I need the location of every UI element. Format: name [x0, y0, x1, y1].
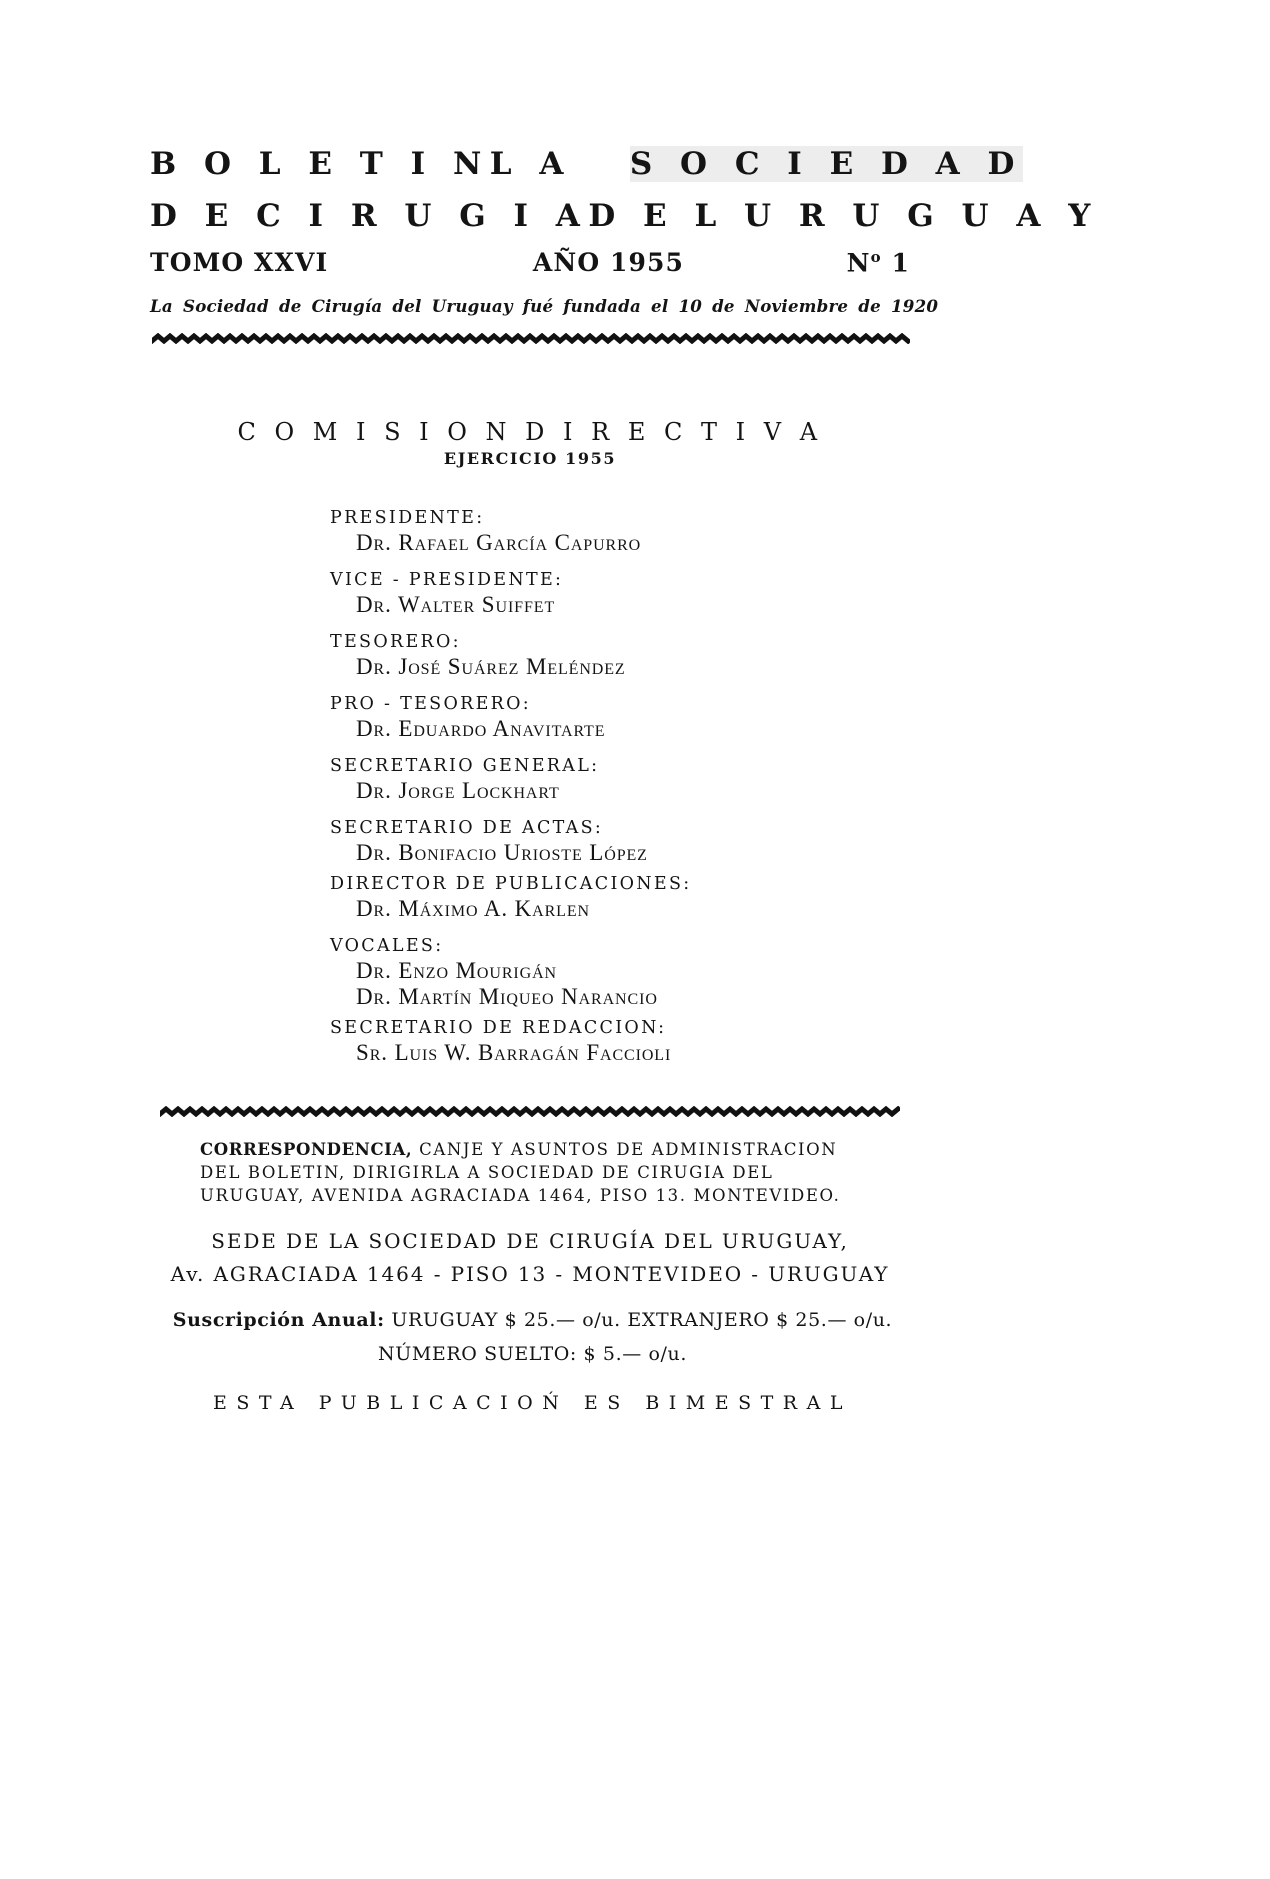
name-tesorero: Dr. José Suárez Meléndez [356, 654, 626, 679]
role-secretario-general: SECRETARIO GENERAL: [330, 756, 600, 776]
name-presidente: Dr. Rafael García Capurro [356, 530, 642, 555]
masthead-del-uruguay: D E L U R U G U A Y [588, 198, 1099, 234]
role-secretario-redaccion: SECRETARIO DE REDACCION: [330, 1018, 667, 1038]
sede-block [150, 1225, 910, 1291]
name-vocal-2: Dr. Martín Miqueo Narancio [356, 984, 658, 1009]
subscription-line-2: NÚMERO SUELTO: $ 5.— o/u. [378, 1343, 687, 1365]
issue-line [150, 248, 910, 277]
subscription-line-1-rest: URUGUAY $ 25.— o/u. EXTRANJERO $ 25.— o/u. [384, 1309, 893, 1331]
publication-frequency-note: ESTA PUBLICACIOŃ ES BIMESTRAL [213, 1392, 852, 1414]
masthead-sociedad: S O C I E D A D [629, 146, 1023, 182]
name-vocal-1: Dr. Enzo Mourigán [356, 958, 557, 983]
name-secretario-actas: Dr. Bonifacio Urioste López [356, 840, 648, 865]
role-vocales: VOCALES: [330, 936, 444, 956]
name-pro-tesorero: Dr. Eduardo Anavitarte [356, 716, 606, 741]
name-director-publicaciones: Dr. Máximo A. Karlen [356, 896, 590, 921]
role-tesorero: TESORERO: [330, 632, 461, 652]
correspondence-line-1-rest: CANJE Y ASUNTOS DE ADMINISTRACION [412, 1140, 838, 1159]
role-director-publicaciones: DIRECTOR DE PUBLICACIONES: [330, 874, 692, 894]
subscription-line-1 [150, 1303, 915, 1337]
correspondence-line-2: DEL BOLETIN, DIRIGIRLA A SOCIEDAD DE CIRUGIA DEL [200, 1163, 774, 1182]
secretario-redaccion-group [330, 1018, 950, 1066]
correspondence-line-3: URUGUAY, AVENIDA AGRACIADA 1464, PISO 13. MONTEVIDEO. [200, 1186, 841, 1205]
name-secretario-redaccion: Sr. Luis W. Barragán Faccioli [356, 1040, 672, 1065]
subscription-block [150, 1303, 915, 1371]
masthead-de-cirugia: D E C I R U G I A [150, 198, 589, 234]
issue-tomo: TOMO XXVI [150, 248, 329, 278]
role-secretario-actas: SECRETARIO DE ACTAS: [330, 818, 604, 838]
role-pro-tesorero: PRO - TESORERO: [330, 694, 531, 714]
name-secretario-general: Dr. Jorge Lockhart [356, 778, 560, 803]
decorative-rule-top [152, 333, 910, 344]
board-subtitle: EJERCICIO 1955 [443, 449, 617, 468]
issue-year: AÑO 1955 [532, 248, 685, 278]
correspondence-lead: CORRESPONDENCIA, [200, 1140, 413, 1159]
sede-line-1: SEDE DE LA SOCIEDAD DE CIRUGÍA DEL URUGUAY, [211, 1229, 849, 1253]
masthead-la-sociedad [490, 138, 1025, 190]
masthead-line-1 [150, 138, 1023, 190]
masthead [150, 138, 1099, 242]
role-presidente: PRESIDENTE: [330, 508, 485, 528]
issue-number [847, 248, 910, 277]
role-vice-presidente: VICE - PRESIDENTE: [330, 570, 564, 590]
correspondence-block [200, 1138, 880, 1207]
founded-note: La Sociedad de Cirugía del Uruguay fué fundada el 10 de Noviembre de 1920 [150, 297, 939, 316]
issue-number-prefix: N [846, 248, 871, 278]
correspondence-line-1 [200, 1138, 880, 1161]
name-vice-presidente: Dr. Walter Suiffet [356, 592, 556, 617]
subscription-label: Suscripción Anual: [172, 1309, 385, 1331]
issue-number-ordinal: o [870, 248, 882, 266]
board-member-list [330, 508, 950, 1066]
masthead-line-2 [150, 190, 1099, 242]
decorative-rule-middle [160, 1106, 900, 1117]
masthead-la: L A [489, 146, 572, 182]
director-publicaciones-group [330, 874, 950, 922]
sede-line-2: Av. AGRACIADA 1464 - PISO 13 - MONTEVIDEO - URUGUAY [170, 1262, 890, 1286]
board-title: C O M I S I O N D I R E C T I V A [237, 418, 823, 446]
masthead-boletin: B O L E T I N [150, 146, 490, 182]
issue-number-value: 1 [891, 248, 910, 278]
